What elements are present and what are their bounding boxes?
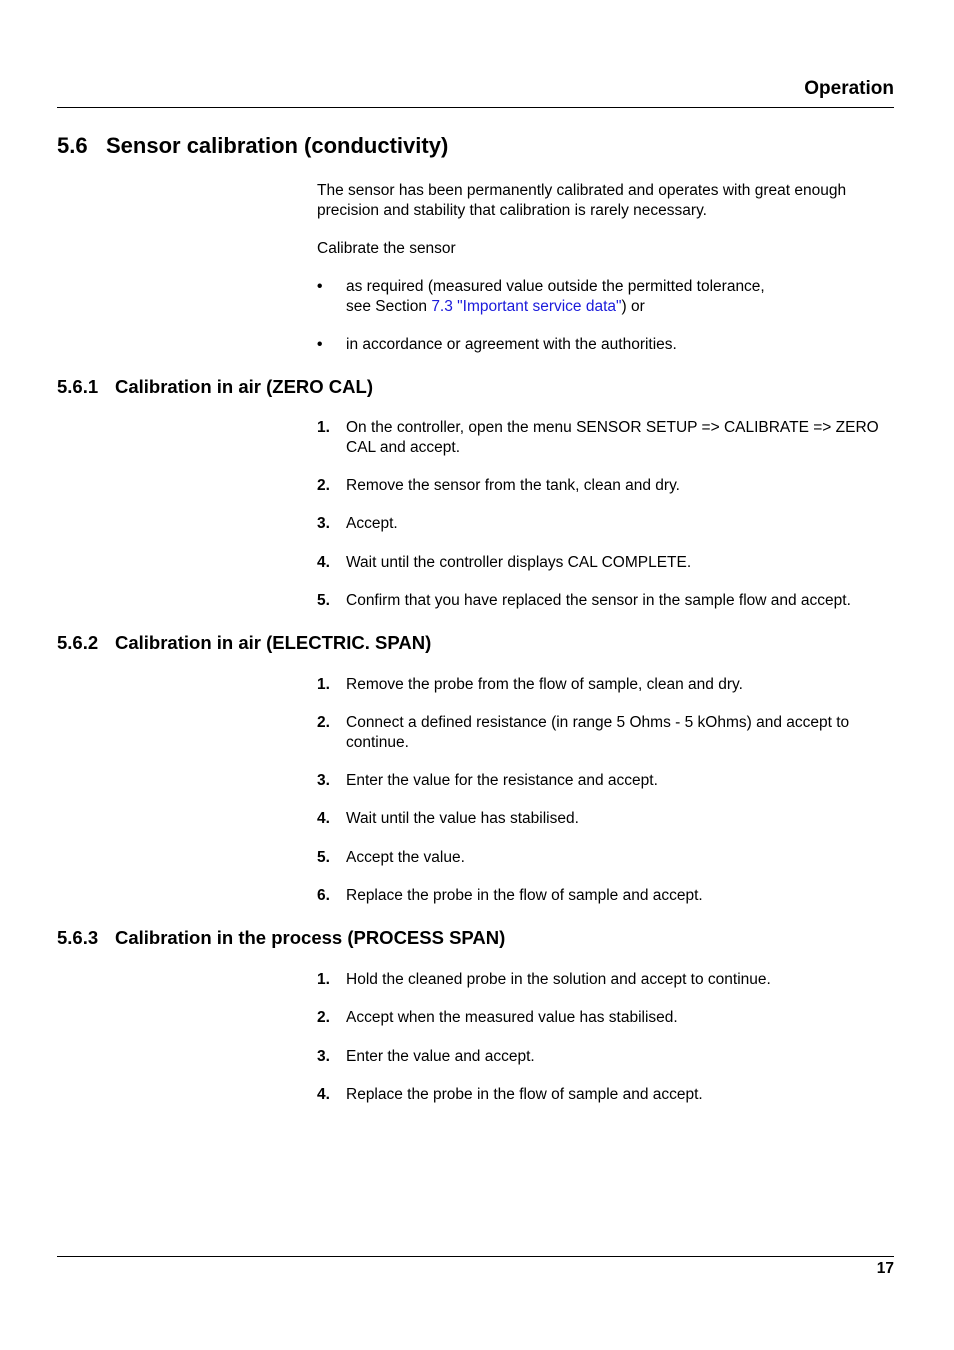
step-number: 4. <box>317 554 330 571</box>
step-item <box>317 848 894 868</box>
step-number: 2. <box>317 1009 330 1026</box>
footer-rule <box>57 1256 894 1257</box>
step-item <box>317 886 894 906</box>
step-text: Wait until the controller displays CAL COMPLETE. <box>346 554 692 571</box>
step-item <box>317 591 894 611</box>
step-number: 2. <box>317 714 330 731</box>
step-text: Connect a defined resistance (in range 5 Ohms - 5 kOhms) and accept to continue. <box>346 714 850 751</box>
step-number: 2. <box>317 477 330 494</box>
subsection-number: 5.6.2 <box>57 632 99 653</box>
step-item <box>317 476 894 496</box>
bullet-marker: • <box>317 278 323 295</box>
header-rule <box>57 107 894 108</box>
section-number: 5.6 <box>57 133 88 158</box>
bullet-marker: • <box>317 336 323 353</box>
bullet-item <box>317 277 894 317</box>
intro-lead: Calibrate the sensor <box>317 240 456 257</box>
step-number: 3. <box>317 772 330 789</box>
step-text: Enter the value for the resistance and accept. <box>346 772 658 789</box>
running-header-title: Operation <box>804 78 894 99</box>
intro-paragraph: The sensor has been permanently calibrated and operates with great enough precision and stability that calibration is rarely necessary. <box>317 182 847 219</box>
bullet-line: as required (measured value outside the permitted tolerance, <box>346 278 765 295</box>
step-item <box>317 809 894 829</box>
step-text: Enter the value and accept. <box>346 1048 535 1065</box>
step-text: Accept. <box>346 515 398 532</box>
section-title: Sensor calibration (conductivity) <box>106 133 449 158</box>
subsection-title: Calibration in air (ELECTRIC. SPAN) <box>115 632 432 653</box>
step-number: 1. <box>317 419 330 436</box>
subsection-title: Calibration in the process (PROCESS SPAN) <box>115 927 506 948</box>
step-text: Remove the probe from the flow of sample, clean and dry. <box>346 676 743 693</box>
step-number: 5. <box>317 592 330 609</box>
page-number: 17 <box>876 1260 894 1277</box>
bullet-line-prefix: see Section <box>346 298 432 315</box>
bullet-text: in accordance or agreement with the authorities. <box>346 336 677 353</box>
step-number: 5. <box>317 849 330 866</box>
subsection-heading <box>57 927 505 949</box>
step-number: 1. <box>317 676 330 693</box>
subsection-title: Calibration in air (ZERO CAL) <box>115 376 373 397</box>
step-item <box>317 1085 894 1105</box>
step-number: 3. <box>317 1048 330 1065</box>
step-item <box>317 1008 894 1028</box>
step-number: 6. <box>317 887 330 904</box>
step-text: Accept the value. <box>346 849 465 866</box>
step-item <box>317 514 894 534</box>
step-number: 4. <box>317 810 330 827</box>
subsection-number: 5.6.1 <box>57 376 99 397</box>
step-text: Hold the cleaned probe in the solution and accept to continue. <box>346 971 771 988</box>
step-text: Replace the probe in the flow of sample and accept. <box>346 887 703 904</box>
step-item <box>317 771 894 791</box>
step-item <box>317 418 894 458</box>
step-number: 1. <box>317 971 330 988</box>
step-item <box>317 553 894 573</box>
step-text: Replace the probe in the flow of sample and accept. <box>346 1086 703 1103</box>
section-link[interactable]: 7.3 "Important service data" <box>431 298 622 315</box>
step-text: Accept when the measured value has stabilised. <box>346 1009 678 1026</box>
bullet-item <box>317 335 894 355</box>
step-text: Wait until the value has stabilised. <box>346 810 579 827</box>
step-number: 3. <box>317 515 330 532</box>
step-item <box>317 1047 894 1067</box>
subsection-heading <box>57 632 431 654</box>
step-number: 4. <box>317 1086 330 1103</box>
subsection-heading <box>57 376 373 398</box>
step-item <box>317 713 894 753</box>
step-item <box>317 970 894 990</box>
section-heading <box>57 133 448 159</box>
subsection-number: 5.6.3 <box>57 927 99 948</box>
step-text: Remove the sensor from the tank, clean and dry. <box>346 477 680 494</box>
step-text: Confirm that you have replaced the sensor in the sample flow and accept. <box>346 592 851 609</box>
bullet-line-suffix: ) or <box>621 298 645 315</box>
step-text: On the controller, open the menu SENSOR SETUP => CALIBRATE => ZERO CAL and accept. <box>346 419 879 456</box>
step-item <box>317 675 894 695</box>
